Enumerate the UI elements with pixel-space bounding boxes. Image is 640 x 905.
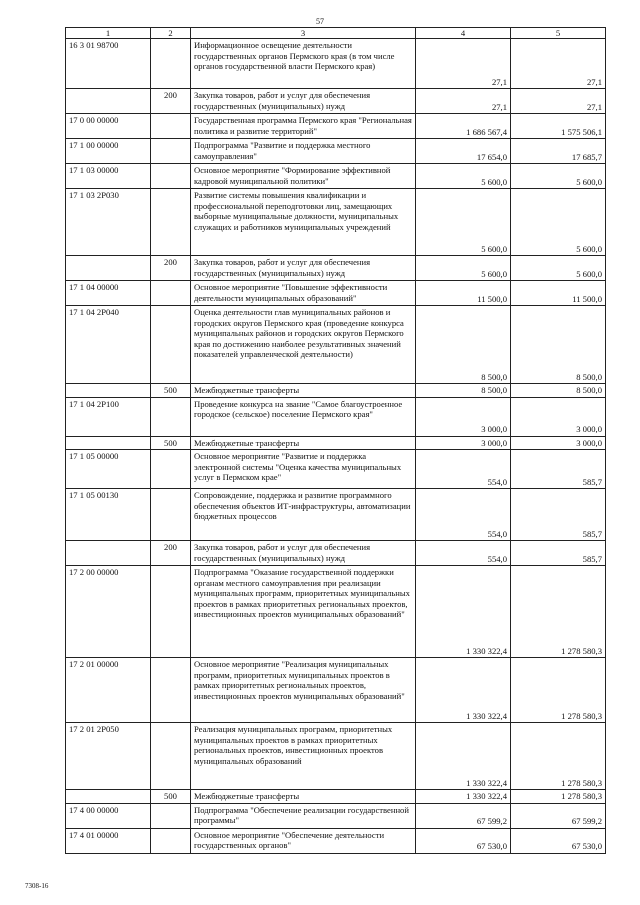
row-expense-type: 500: [151, 436, 191, 449]
table-row: [66, 723, 606, 790]
table-row: [66, 566, 606, 658]
row-value-1: 8 500,0: [416, 306, 511, 384]
row-value-1: 554,0: [416, 450, 511, 489]
table-row: [66, 397, 606, 436]
row-value-2: 27,1: [511, 89, 606, 114]
row-expense-type: [151, 803, 191, 828]
row-value-2: 1 278 580,3: [511, 723, 606, 790]
row-name: Закупка товаров, работ и услуг для обеспечения государственных (муниципальных) нужд: [191, 256, 416, 281]
row-name: Проведение конкурса на звание "Самое благоустроенное городское (сельское) поселение Пермского края": [191, 397, 416, 436]
row-value-2: 5 600,0: [511, 189, 606, 256]
row-name: Информационное освещение деятельности государственных органов Пермского края (в том числе органов государственной власти Пермского края): [191, 39, 416, 89]
row-expense-type: [151, 450, 191, 489]
row-value-2: 1 278 580,3: [511, 790, 606, 803]
row-expense-type: 200: [151, 256, 191, 281]
table-row: [66, 114, 606, 139]
row-expense-type: 200: [151, 541, 191, 566]
row-value-1: 1 330 322,4: [416, 658, 511, 723]
row-expense-type: [151, 139, 191, 164]
row-code: 17 1 03 00000: [66, 164, 151, 189]
row-value-1: 5 600,0: [416, 256, 511, 281]
row-code: 17 1 03 2Р030: [66, 189, 151, 256]
table-row: [66, 164, 606, 189]
row-value-1: 3 000,0: [416, 397, 511, 436]
page-number: 57: [316, 17, 324, 26]
row-expense-type: [151, 658, 191, 723]
table-row: [66, 541, 606, 566]
row-name: Основное мероприятие "Реализация муниципальных программ, приоритетных муниципальных проектов в рамках приоритетных региональных проектов, инвестиционных проектов муниципальных образований": [191, 658, 416, 723]
row-code: [66, 790, 151, 803]
row-value-2: 1 575 506,1: [511, 114, 606, 139]
table-row: [66, 658, 606, 723]
row-value-2: 17 685,7: [511, 139, 606, 164]
table-row: [66, 803, 606, 828]
row-code: 17 4 00 00000: [66, 803, 151, 828]
row-code: 17 1 00 00000: [66, 139, 151, 164]
row-code: 17 1 04 2Р100: [66, 397, 151, 436]
row-value-2: 3 000,0: [511, 436, 606, 449]
row-value-1: 1 686 567,4: [416, 114, 511, 139]
row-name: Основное мероприятие "Формирование эффективной кадровой муниципальной политики": [191, 164, 416, 189]
table-row: [66, 256, 606, 281]
row-code: 17 2 01 00000: [66, 658, 151, 723]
row-code: 17 1 05 00000: [66, 450, 151, 489]
table-row: [66, 489, 606, 541]
row-expense-type: [151, 189, 191, 256]
row-expense-type: [151, 114, 191, 139]
row-code: 17 4 01 00000: [66, 828, 151, 853]
row-value-1: 67 530,0: [416, 828, 511, 853]
row-code: 17 0 00 00000: [66, 114, 151, 139]
row-expense-type: 200: [151, 89, 191, 114]
column-header: 3: [191, 28, 416, 39]
row-name: Основное мероприятие "Обеспечение деятельности государственных органов": [191, 828, 416, 853]
table-row: [66, 450, 606, 489]
row-name: Реализация муниципальных программ, приоритетных муниципальных проектов в рамках приоритетных региональных проектов, инвестиционных проектов муниципальных образований: [191, 723, 416, 790]
column-header: 5: [511, 28, 606, 39]
row-value-1: 1 330 322,4: [416, 790, 511, 803]
row-value-1: 3 000,0: [416, 436, 511, 449]
row-expense-type: [151, 164, 191, 189]
row-value-1: 554,0: [416, 489, 511, 541]
row-name: Подпрограмма "Обеспечение реализации государственной программы": [191, 803, 416, 828]
row-code: 16 3 01 98700: [66, 39, 151, 89]
row-name: Закупка товаров, работ и услуг для обеспечения государственных (муниципальных) нужд: [191, 541, 416, 566]
row-expense-type: [151, 723, 191, 790]
row-value-1: 27,1: [416, 89, 511, 114]
row-value-2: 585,7: [511, 541, 606, 566]
row-name: Оценка деятельности глав муниципальных районов и городских округов Пермского края (проведение конкурса муниципальных районов и городских округов Пермского края по достижению наиболее результативных значений показателей управленческой деятельности): [191, 306, 416, 384]
row-name: Государственная программа Пермского края "Региональная политика и развитие территорий": [191, 114, 416, 139]
table-row: [66, 384, 606, 397]
row-value-2: 67 599,2: [511, 803, 606, 828]
column-header: 2: [151, 28, 191, 39]
row-value-2: 1 278 580,3: [511, 658, 606, 723]
table-row: [66, 306, 606, 384]
table-body: [66, 39, 606, 853]
row-expense-type: 500: [151, 384, 191, 397]
row-name: Межбюджетные трансферты: [191, 384, 416, 397]
row-code: 17 1 05 00130: [66, 489, 151, 541]
row-name: Межбюджетные трансферты: [191, 790, 416, 803]
row-code: [66, 541, 151, 566]
row-name: Основное мероприятие "Повышение эффективности деятельности муниципальных образований": [191, 281, 416, 306]
row-value-1: 27,1: [416, 39, 511, 89]
row-value-2: 8 500,0: [511, 384, 606, 397]
row-value-2: 3 000,0: [511, 397, 606, 436]
column-header: 4: [416, 28, 511, 39]
table-row: [66, 89, 606, 114]
row-value-1: 5 600,0: [416, 164, 511, 189]
table-row: [66, 790, 606, 803]
row-value-1: 11 500,0: [416, 281, 511, 306]
table-row: [66, 436, 606, 449]
row-value-2: 8 500,0: [511, 306, 606, 384]
row-value-2: 585,7: [511, 450, 606, 489]
table-row: [66, 189, 606, 256]
table-row: [66, 828, 606, 853]
row-value-1: 554,0: [416, 541, 511, 566]
row-value-2: 27,1: [511, 39, 606, 89]
row-name: Сопровождение, поддержка и развитие программного обеспечения объектов ИТ-инфраструктуры, автоматизации бюджетных процессов: [191, 489, 416, 541]
row-name: Основное мероприятие "Развитие и поддержка электронной системы "Оценка качества муниципальных услуг в Пермском крае": [191, 450, 416, 489]
column-header: 1: [66, 28, 151, 39]
row-value-1: 1 330 322,4: [416, 566, 511, 658]
row-code: [66, 436, 151, 449]
row-name: Подпрограмма "Оказание государственной поддержки органам местного самоуправления при реализации муниципальных программ, приоритетных муниципальных проектов в рамках приоритетных региональных проектов, инвестиционных проектов муниципальных образований": [191, 566, 416, 658]
row-name: Межбюджетные трансферты: [191, 436, 416, 449]
row-name: Развитие системы повышения квалификации и профессиональной переподготовки лиц, замещающих выборные муниципальные должности, муниципальных служащих и работников муниципальных учреждений: [191, 189, 416, 256]
row-value-1: 5 600,0: [416, 189, 511, 256]
row-code: 17 2 01 2Р050: [66, 723, 151, 790]
row-expense-type: 500: [151, 790, 191, 803]
table-row: [66, 39, 606, 89]
header-row: [66, 28, 606, 39]
row-value-2: 5 600,0: [511, 164, 606, 189]
row-value-2: 585,7: [511, 489, 606, 541]
table-row: [66, 139, 606, 164]
table-row: [66, 281, 606, 306]
row-expense-type: [151, 39, 191, 89]
row-value-1: 1 330 322,4: [416, 723, 511, 790]
budget-table: [65, 27, 606, 854]
row-value-1: 67 599,2: [416, 803, 511, 828]
row-name: Подпрограмма "Развитие и поддержка местного самоуправления": [191, 139, 416, 164]
row-expense-type: [151, 397, 191, 436]
row-code: 17 1 04 00000: [66, 281, 151, 306]
row-expense-type: [151, 489, 191, 541]
row-value-1: 17 654,0: [416, 139, 511, 164]
row-value-1: 8 500,0: [416, 384, 511, 397]
row-code: [66, 384, 151, 397]
row-expense-type: [151, 281, 191, 306]
row-expense-type: [151, 828, 191, 853]
row-code: [66, 256, 151, 281]
footer-code: 7308-16: [25, 882, 49, 890]
row-code: [66, 89, 151, 114]
row-code: 17 1 04 2Р040: [66, 306, 151, 384]
row-expense-type: [151, 566, 191, 658]
row-name: Закупка товаров, работ и услуг для обеспечения государственных (муниципальных) нужд: [191, 89, 416, 114]
row-expense-type: [151, 306, 191, 384]
row-value-2: 67 530,0: [511, 828, 606, 853]
row-value-2: 1 278 580,3: [511, 566, 606, 658]
row-code: 17 2 00 00000: [66, 566, 151, 658]
row-value-2: 11 500,0: [511, 281, 606, 306]
row-value-2: 5 600,0: [511, 256, 606, 281]
